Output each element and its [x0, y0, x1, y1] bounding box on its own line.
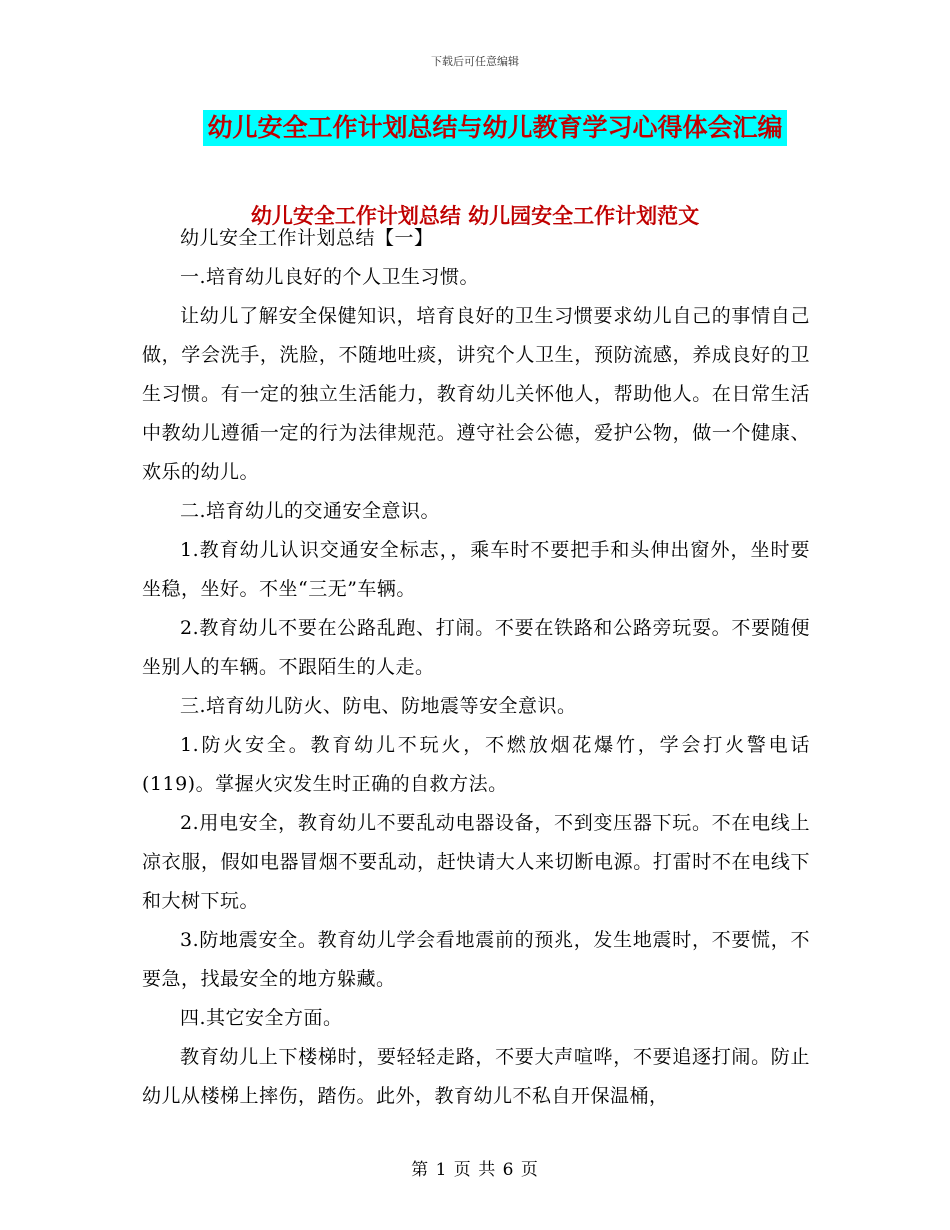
paragraph: 3.防地震安全。教育幼儿学会看地震前的预兆，发生地震时，不要慌，不要急，找最安全的地方躲藏。	[142, 929, 810, 990]
paragraph: 2.教育幼儿不要在公路乱跑、打闹。不要在铁路和公路旁玩耍。不要随便坐别人的车辆。不跟陌生的人走。	[142, 617, 810, 678]
paragraph: 2.用电安全，教育幼儿不要乱动电器设备，不到变压器下玩。不在电线上凉衣服，假如电器冒烟不要乱动，赶快请大人来切断电源。打雷时不在电线下和大树下玩。	[142, 812, 810, 912]
paragraph: 一.培育幼儿良好的个人卫生习惯。	[180, 266, 480, 288]
paragraph: 二.培育幼儿的交通安全意识。	[180, 500, 441, 522]
paragraph: 四.其它安全方面。	[180, 1007, 343, 1029]
paragraph: 幼儿安全工作计划总结【一】	[180, 227, 434, 249]
page-footer: 第 1 页 共 6 页	[411, 1160, 539, 1180]
header-note: 下载后可任意编辑	[431, 55, 519, 68]
paragraph: 教育幼儿上下楼梯时，要轻轻走路，不要大声喧哗，不要追逐打闹。防止幼儿从楼梯上摔伤，踏伤。此外，教育幼儿不私自开保温桶，	[142, 1046, 810, 1107]
paragraph: 1.教育幼儿认识交通安全标志，，乘车时不要把手和头伸出窗外，坐时要坐稳，坐好。不坐“三无”车辆。	[142, 539, 810, 600]
paragraph: 三.培育幼儿防火、防电、防地震等安全意识。	[180, 695, 577, 717]
document-title	[0, 110, 950, 146]
document-title-text: 幼儿安全工作计划总结与幼儿教育学习心得体会汇编	[203, 110, 786, 146]
document-body	[142, 219, 810, 1116]
paragraph: 让幼儿了解安全保健知识，培育良好的卫生习惯要求幼儿自己的事情自己做，学会洗手，洗脸，不随地吐痰，讲究个人卫生，预防流感，养成良好的卫生习惯。有一定的独立生活能力，教育幼儿关怀他人，帮助他人。在日常生活中教幼儿遵循一定的行为法律规范。遵守社会公德，爱护公物，做一个健康、欢乐的幼儿。	[142, 305, 810, 483]
section-title: 幼儿安全工作计划总结 幼儿园安全工作计划范文	[250, 204, 700, 228]
paragraph: 1.防火安全。教育幼儿不玩火，不燃放烟花爆竹，学会打火警电话(119)。掌握火灾发生时正确的自救方法。	[142, 734, 810, 795]
